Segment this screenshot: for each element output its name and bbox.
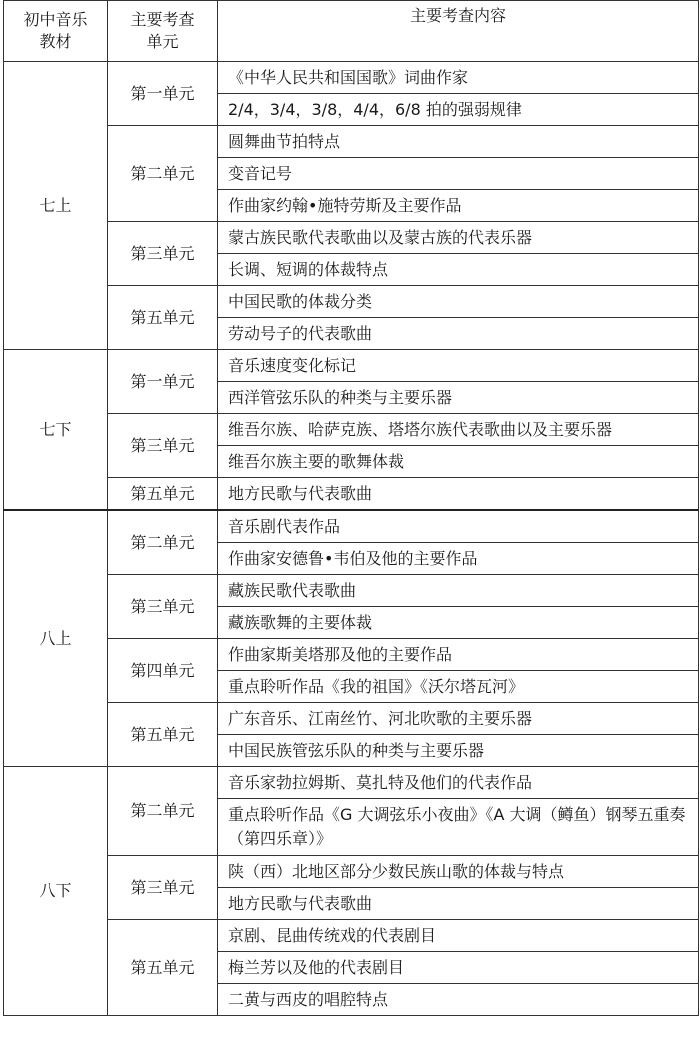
content-cell: 圆舞曲节拍特点 xyxy=(218,126,699,158)
unit-cell: 第三单元 xyxy=(108,856,218,920)
content-cell: 作曲家安德鲁•韦伯及他的主要作品 xyxy=(218,543,699,575)
unit-cell: 第一单元 xyxy=(108,62,218,126)
table-row xyxy=(4,286,699,318)
header-textbook-line1: 初中音乐 xyxy=(23,10,88,29)
header-unit xyxy=(108,1,218,62)
header-content: 主要考查内容 xyxy=(218,1,699,62)
table-row xyxy=(4,222,699,254)
content-cell: 蒙古族民歌代表歌曲以及蒙古族的代表乐器 xyxy=(218,222,699,254)
content-cell: 维吾尔族、哈萨克族、塔塔尔族代表歌曲以及主要乐器 xyxy=(218,414,699,446)
content-cell: 梅兰芳以及他的代表剧目 xyxy=(218,952,699,984)
table-row xyxy=(4,856,699,888)
table-row xyxy=(4,350,699,382)
unit-cell: 第五单元 xyxy=(108,703,218,767)
book-cell: 七上 xyxy=(4,62,108,350)
content-cell: 藏族歌舞的主要体裁 xyxy=(218,607,699,639)
content-cell: 重点聆听作品《G 大调弦乐小夜曲》《A 大调（鳟鱼）钢琴五重奏（第四乐章）》 xyxy=(218,799,699,856)
content-cell: 作曲家约翰•施特劳斯及主要作品 xyxy=(218,190,699,222)
unit-cell: 第三单元 xyxy=(108,575,218,639)
content-cell: 重点聆听作品《我的祖国》《沃尔塔瓦河》 xyxy=(218,671,699,703)
content-cell: 音乐家勃拉姆斯、莫扎特及他们的代表作品 xyxy=(218,767,699,799)
content-cell: 变音记号 xyxy=(218,158,699,190)
table-row xyxy=(4,510,699,543)
content-cell: 音乐剧代表作品 xyxy=(218,510,699,543)
content-cell: 《中华人民共和国国歌》词曲作家 xyxy=(218,62,699,94)
unit-cell: 第三单元 xyxy=(108,222,218,286)
content-cell: 二黄与西皮的唱腔特点 xyxy=(218,984,699,1016)
table-row xyxy=(4,575,699,607)
table-row xyxy=(4,767,699,799)
content-cell: 中国民族管弦乐队的种类与主要乐器 xyxy=(218,735,699,767)
content-cell: 地方民歌与代表歌曲 xyxy=(218,478,699,511)
content-cell: 藏族民歌代表歌曲 xyxy=(218,575,699,607)
table-row xyxy=(4,703,699,735)
content-cell: 广东音乐、江南丝竹、河北吹歌的主要乐器 xyxy=(218,703,699,735)
table-row xyxy=(4,639,699,671)
content-cell: 作曲家斯美塔那及他的主要作品 xyxy=(218,639,699,671)
book-cell: 八下 xyxy=(4,767,108,1016)
unit-cell: 第五单元 xyxy=(108,478,218,511)
table-row xyxy=(4,62,699,94)
header-unit-line1: 主要考查 xyxy=(130,10,195,29)
unit-cell: 第一单元 xyxy=(108,350,218,414)
content-cell: 陕（西）北地区部分少数民族山歌的体裁与特点 xyxy=(218,856,699,888)
unit-cell: 第五单元 xyxy=(108,920,218,1016)
content-cell: 地方民歌与代表歌曲 xyxy=(218,888,699,920)
content-cell: 中国民歌的体裁分类 xyxy=(218,286,699,318)
header-textbook xyxy=(4,1,108,62)
curriculum-table xyxy=(3,0,699,1016)
unit-cell: 第五单元 xyxy=(108,286,218,350)
content-cell: 维吾尔族主要的歌舞体裁 xyxy=(218,446,699,478)
table-row xyxy=(4,126,699,158)
book-cell: 八上 xyxy=(4,510,108,767)
header-row xyxy=(4,1,699,62)
header-unit-line2: 单元 xyxy=(146,32,179,51)
table-row xyxy=(4,414,699,446)
content-cell: 2/4，3/4，3/8，4/4，6/8 拍的强弱规律 xyxy=(218,94,699,126)
unit-cell: 第二单元 xyxy=(108,126,218,222)
table-row xyxy=(4,920,699,952)
unit-cell: 第二单元 xyxy=(108,510,218,575)
content-cell: 音乐速度变化标记 xyxy=(218,350,699,382)
content-cell: 西洋管弦乐队的种类与主要乐器 xyxy=(218,382,699,414)
unit-cell: 第三单元 xyxy=(108,414,218,478)
unit-cell: 第二单元 xyxy=(108,767,218,856)
content-cell: 劳动号子的代表歌曲 xyxy=(218,318,699,350)
curriculum-table-wrapper xyxy=(3,0,699,1016)
book-cell: 七下 xyxy=(4,350,108,511)
table-row xyxy=(4,478,699,511)
unit-cell: 第四单元 xyxy=(108,639,218,703)
content-cell: 京剧、昆曲传统戏的代表剧目 xyxy=(218,920,699,952)
content-cell: 长调、短调的体裁特点 xyxy=(218,254,699,286)
header-textbook-line2: 教材 xyxy=(39,32,72,51)
